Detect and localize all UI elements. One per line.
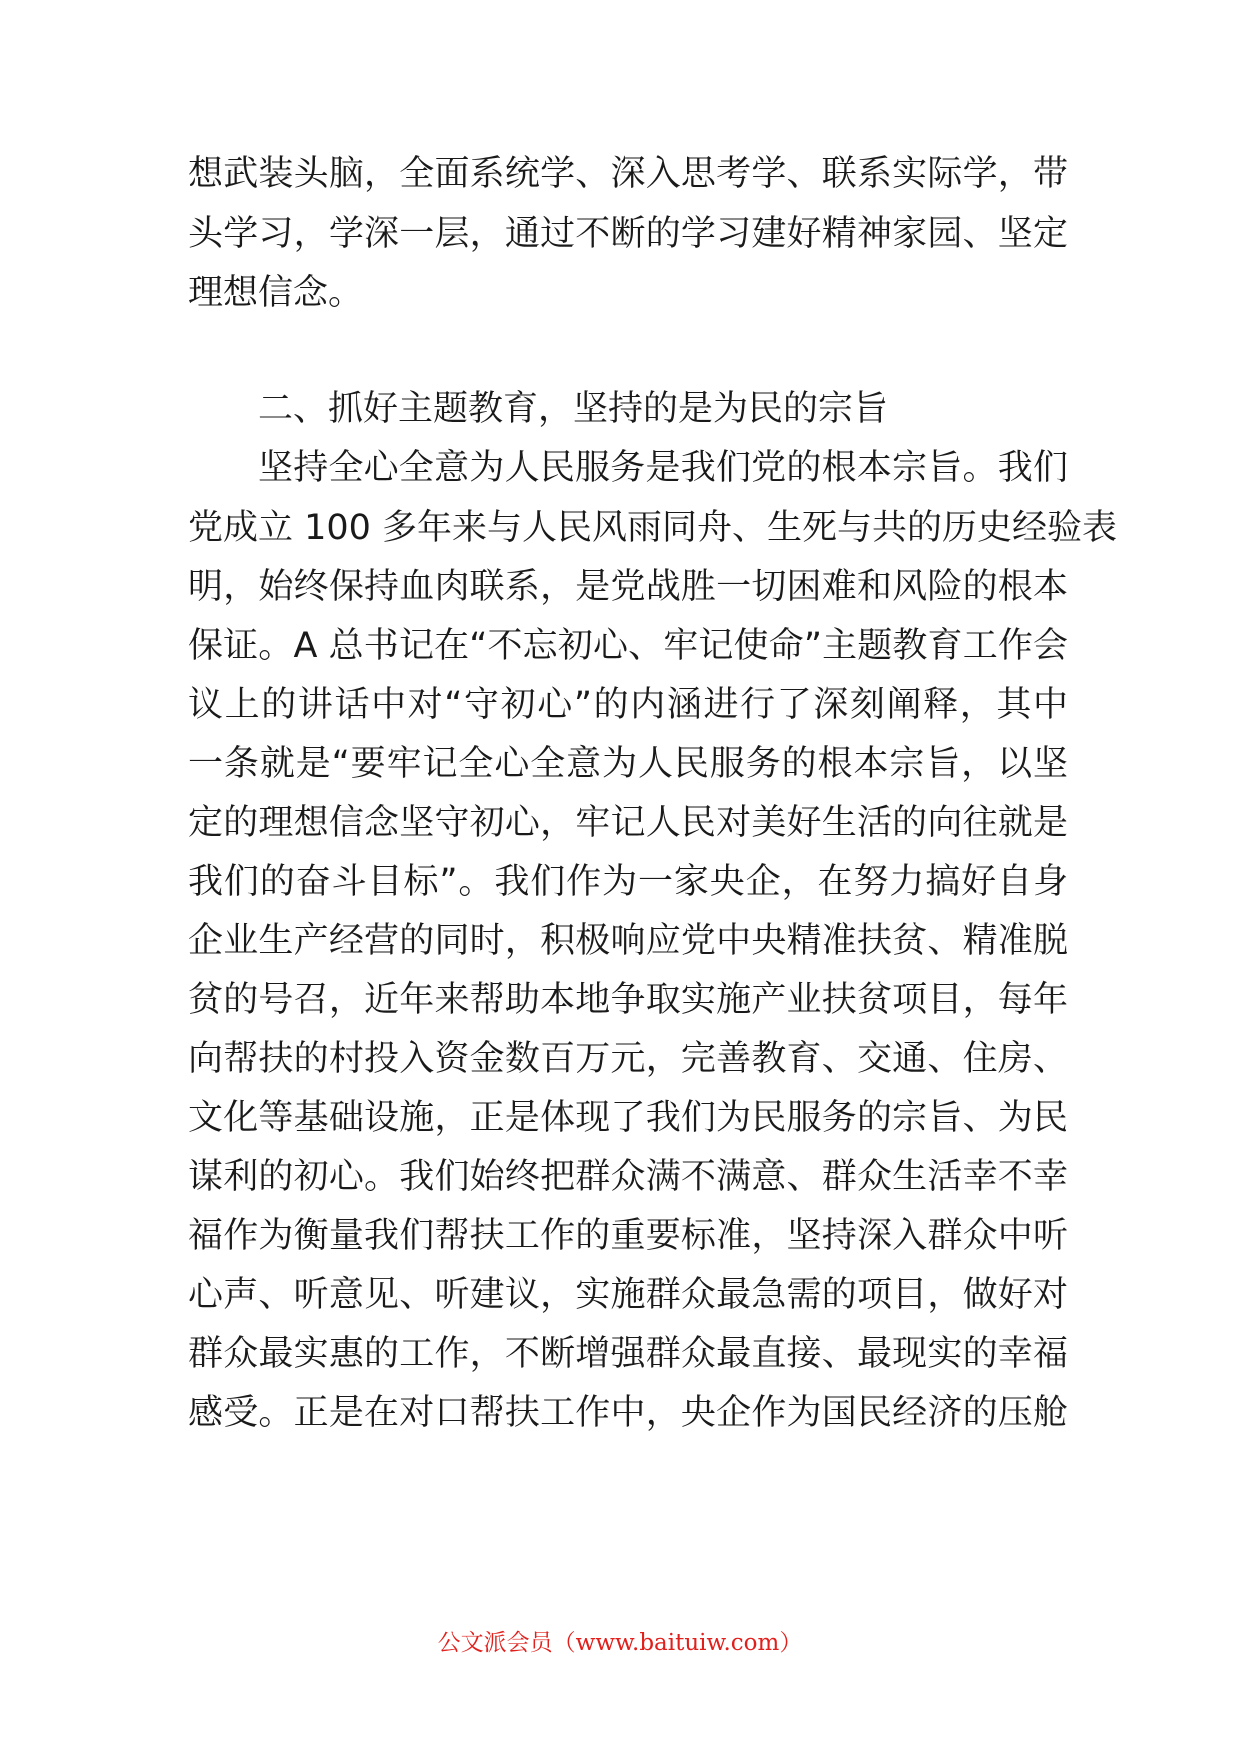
section-heading: 二、抓好主题教育，坚持的是为民的宗旨 [258,389,889,429]
body-line: 福作为衡量我们帮扶工作的重要标准，坚持深入群众中听 [188,1216,1068,1256]
body-line: 想武装头脑，全面系统学、深入思考学、联系实际学，带 [188,154,1068,194]
body-line: 议上的讲话中对“守初心”的内涵进行了深刻阐释，其中 [188,685,1068,725]
body-line: 明，始终保持血肉联系，是党战胜一切困难和风险的根本 [188,567,1068,607]
body-line: 向帮扶的村投入资金数百万元，完善教育、交通、住房、 [188,1039,1068,1079]
body-line: 感受。正是在对口帮扶工作中，央企作为国民经济的压舱 [188,1393,1068,1433]
body-line: 保证。A 总书记在“不忘初心、牢记使命”主题教育工作会 [188,626,1068,666]
body-line: 头学习，学深一层，通过不断的学习建好精神家园、坚定 [188,214,1068,254]
body-line: 坚持全心全意为人民服务是我们党的根本宗旨。我们 [258,448,1068,488]
body-line: 一条就是“要牢记全心全意为人民服务的根本宗旨，以坚 [188,744,1068,784]
body-line: 群众最实惠的工作，不断增强群众最直接、最现实的幸福 [188,1334,1068,1374]
body-line: 定的理想信念坚守初心，牢记人民对美好生活的向往就是 [188,803,1068,843]
body-line: 谋利的初心。我们始终把群众满不满意、群众生活幸不幸 [188,1157,1068,1197]
body-line: 我们的奋斗目标”。我们作为一家央企，在努力搞好自身 [188,862,1068,902]
body-line: 党成立 100 多年来与人民风雨同舟、生死与共的历史经验表 [188,508,1118,548]
body-line: 文化等基础设施，正是体现了我们为民服务的宗旨、为民 [188,1098,1068,1138]
body-line: 贫的号召，近年来帮助本地争取实施产业扶贫项目，每年 [188,980,1068,1020]
body-line: 心声、听意见、听建议，实施群众最急需的项目，做好对 [188,1275,1068,1315]
footer-watermark: 公文派会员（www.baituiw.com） [437,1630,803,1656]
body-line: 理想信念。 [188,273,364,313]
body-line: 企业生产经营的同时，积极响应党中央精准扶贫、精准脱 [188,921,1068,961]
